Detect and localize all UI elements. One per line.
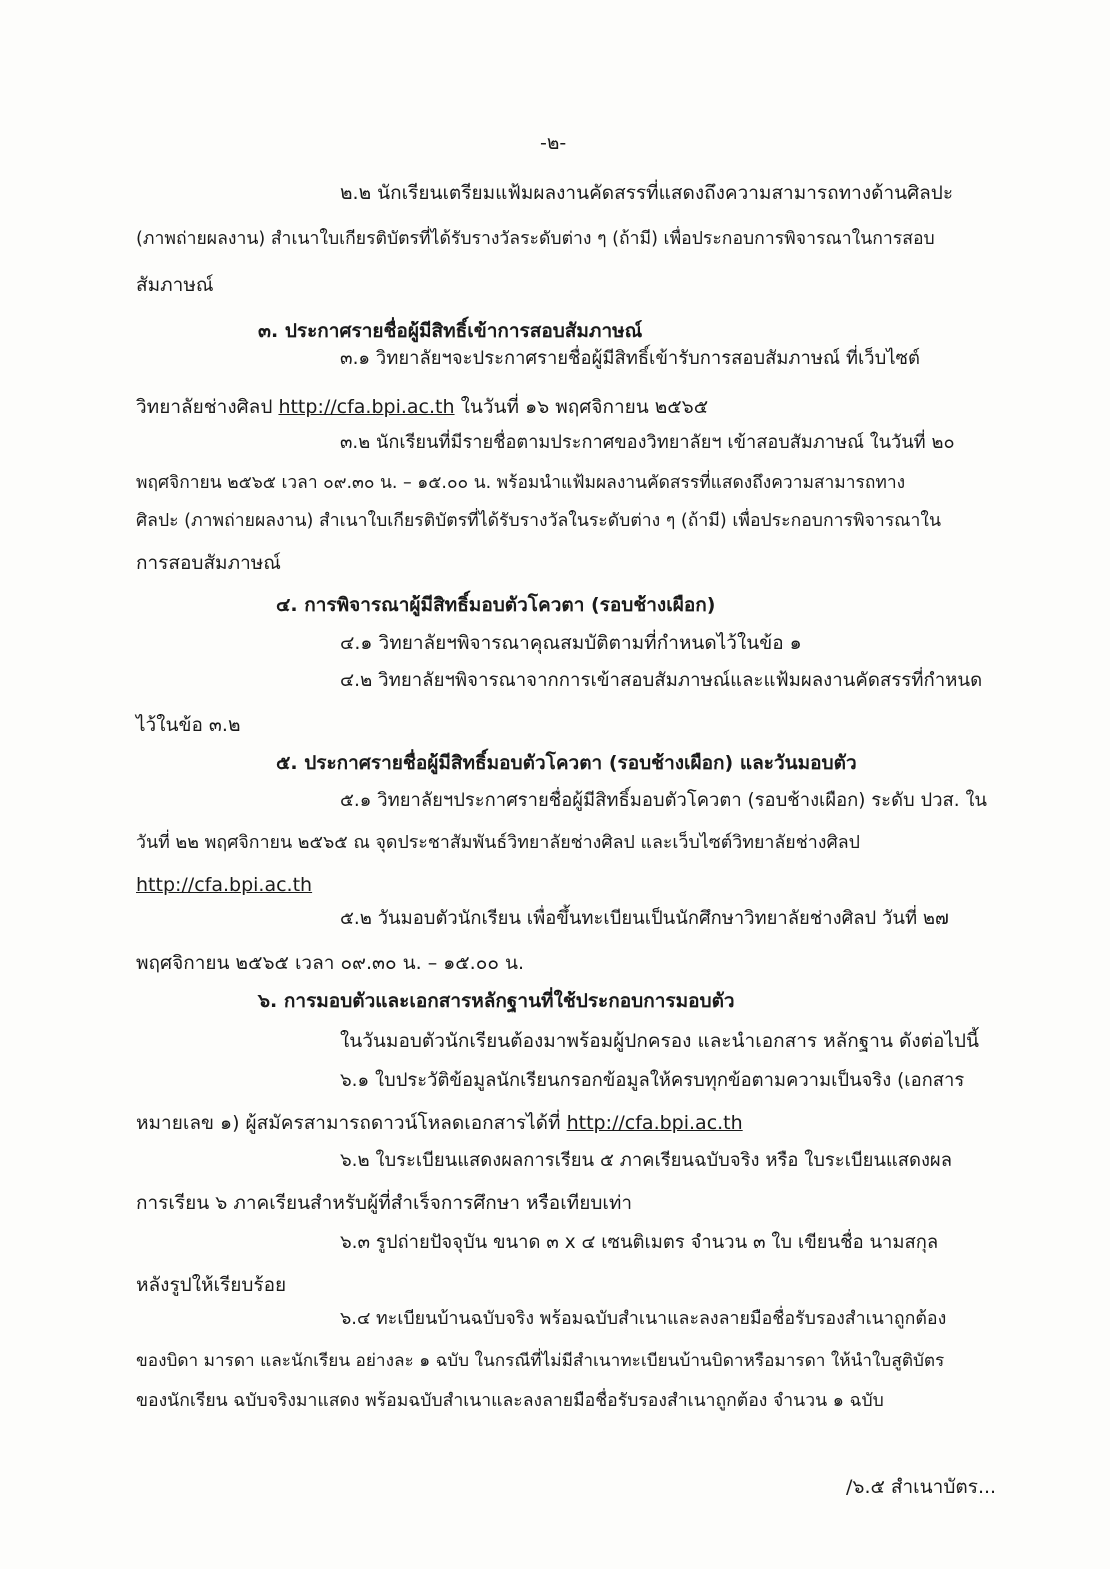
- paragraph-3-1-prefix: วิทยาลัยช่างศิลป: [136, 396, 273, 418]
- paragraph-5-1-line-2: วันที่ ๒๒ พฤศจิกายน ๒๕๖๕ ณ จุดประชาสัมพันธ์วิทยาลัยช่างศิลป และเว็บไซต์วิทยาลัยช่างศิลป: [136, 832, 860, 853]
- paragraph-3-2-line-1: ๓.๒ นักเรียนที่มีรายชื่อตามประกาศของวิทยาลัยฯ เข้าสอบสัมภาษณ์ ในวันที่ ๒๐: [340, 432, 955, 453]
- section-6-intro: ในวันมอบตัวนักเรียนต้องมาพร้อมผู้ปกครอง และนำเอกสาร หลักฐาน ดังต่อไปนี้: [340, 1030, 979, 1052]
- paragraph-2-2-line-2: (ภาพถ่ายผลงาน) สำเนาใบเกียรติบัตรที่ได้รับรางวัลระดับต่าง ๆ (ถ้ามี) เพื่อประกอบการพิจารณาในการสอบ: [136, 229, 935, 249]
- paragraph-6-4-line-2: ของบิดา มารดา และนักเรียน อย่างละ ๑ ฉบับ ในกรณีที่ไม่มีสำเนาทะเบียนบ้านบิดาหรือมารดา ให้นำใบสูติบัตร: [136, 1351, 945, 1371]
- paragraph-6-1-line-2: [136, 1110, 743, 1136]
- paragraph-6-3-line-2: หลังรูปให้เรียบร้อย: [136, 1274, 287, 1296]
- paragraph-3-2-line-4: การสอบสัมภาษณ์: [136, 552, 281, 574]
- continuation-note: /๖.๕ สำเนาบัตร...: [846, 1476, 997, 1498]
- section-3-heading: ๓. ประกาศรายชื่อผู้มีสิทธิ์เข้าการสอบสัมภาษณ์: [258, 320, 643, 342]
- paragraph-6-4-line-3: ของนักเรียน ฉบับจริงมาแสดง พร้อมฉบับสำเนาและลงลายมือชื่อรับรองสำเนาถูกต้อง จำนวน ๑ ฉบับ: [136, 1391, 884, 1411]
- paragraph-6-4-line-1: ๖.๔ ทะเบียนบ้านฉบับจริง พร้อมฉบับสำเนาและลงลายมือชื่อรับรองสำเนาถูกต้อง: [340, 1308, 947, 1329]
- section-4-heading: ๔. การพิจารณาผู้มีสิทธิ์มอบตัวโควตา (รอบช้างเผือก): [276, 594, 716, 616]
- paragraph-2-2-line-3: สัมภาษณ์: [136, 274, 214, 296]
- paragraph-3-1-line-2: [136, 394, 708, 420]
- paragraph-6-1-prefix: หมายเลข ๑) ผู้สมัครสามารถดาวน์โหลดเอกสารได้ที่: [136, 1112, 561, 1134]
- paragraph-6-2-line-1: ๖.๒ ใบระเบียนแสดงผลการเรียน ๕ ภาคเรียนฉบับจริง หรือ ใบระเบียนแสดงผล: [340, 1150, 952, 1171]
- page-number: -๒-: [540, 132, 567, 154]
- paragraph-5-1-line-1: ๕.๑ วิทยาลัยฯประกาศรายชื่อผู้มีสิทธิ์มอบตัวโควตา (รอบช้างเผือก) ระดับ ปวส. ใน: [340, 790, 987, 811]
- website-link[interactable]: http://cfa.bpi.ac.th: [278, 396, 455, 418]
- paragraph-5-2-line-2: พฤศจิกายน ๒๕๖๕ เวลา ๐๙.๓๐ น. – ๑๕.๐๐ น.: [136, 952, 524, 974]
- paragraph-3-2-line-3: ศิลปะ (ภาพถ่ายผลงาน) สำเนาใบเกียรติบัตรที่ได้รับรางวัลในระดับต่าง ๆ (ถ้ามี) เพื่อประกอบการพิจารณาใน: [136, 511, 941, 531]
- paragraph-3-1-suffix: ในวันที่ ๑๖ พฤศจิกายน ๒๕๖๕: [460, 396, 709, 418]
- download-link[interactable]: http://cfa.bpi.ac.th: [566, 1112, 743, 1134]
- paragraph-2-2-line-1: ๒.๒ นักเรียนเตรียมแฟ้มผลงานคัดสรรที่แสดงถึงความสามารถทางด้านศิลปะ: [340, 182, 954, 204]
- paragraph-4-1: ๔.๑ วิทยาลัยฯพิจารณาคุณสมบัติตามที่กำหนดไว้ในข้อ ๑: [340, 632, 802, 654]
- paragraph-6-1-line-1: ๖.๑ ใบประวัติข้อมูลนักเรียนกรอกข้อมูลให้ครบทุกข้อตามความเป็นจริง (เอกสาร: [340, 1070, 965, 1091]
- paragraph-4-2-line-1: ๔.๒ วิทยาลัยฯพิจารณาจากการเข้าสอบสัมภาษณ์และแฟ้มผลงานคัดสรรที่กำหนด: [340, 670, 983, 691]
- paragraph-3-2-line-2: พฤศจิกายน ๒๕๖๕ เวลา ๐๙.๓๐ น. – ๑๕.๐๐ น. พร้อมนำแฟ้มผลงานคัดสรรที่แสดงถึงความสามารถทาง: [136, 473, 906, 493]
- paragraph-6-3-line-1: ๖.๓ รูปถ่ายปัจจุบัน ขนาด ๓ x ๔ เซนติเมตร จำนวน ๓ ใบ เขียนชื่อ นามสกุล: [340, 1232, 939, 1253]
- paragraph-4-2-line-2: ไว้ในข้อ ๓.๒: [136, 714, 241, 736]
- website-link-2[interactable]: http://cfa.bpi.ac.th: [136, 874, 313, 896]
- paragraph-3-1-line-1: ๓.๑ วิทยาลัยฯจะประกาศรายชื่อผู้มีสิทธิ์เข้ารับการสอบสัมภาษณ์ ที่เว็บไซต์: [340, 348, 920, 369]
- paragraph-5-2-line-1: ๕.๒ วันมอบตัวนักเรียน เพื่อขึ้นทะเบียนเป็นนักศึกษาวิทยาลัยช่างศิลป วันที่ ๒๗: [340, 908, 949, 929]
- section-6-heading: ๖. การมอบตัวและเอกสารหลักฐานที่ใช้ประกอบการมอบตัว: [258, 990, 735, 1012]
- section-5-heading: ๕. ประกาศรายชื่อผู้มีสิทธิ์มอบตัวโควตา (รอบช้างเผือก) และวันมอบตัว: [276, 752, 857, 774]
- paragraph-6-2-line-2: การเรียน ๖ ภาคเรียนสำหรับผู้ที่สำเร็จการศึกษา หรือเทียบเท่า: [136, 1192, 633, 1214]
